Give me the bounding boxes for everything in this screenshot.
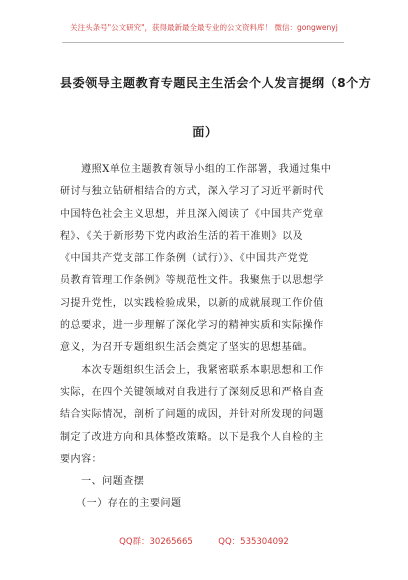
body-line: 意义，为召开专题组织生活会奠定了坚实的思想基础。	[60, 342, 314, 354]
header-divider	[62, 42, 344, 43]
body-line: 习提升党性，以实践检验成果，以新的成就展现工作价值	[60, 297, 324, 309]
section-heading: 一、问题查摆	[60, 476, 145, 488]
body-line: 《中国共产党支部工作条例（试行）》、《中国共产党党	[60, 253, 309, 265]
body-line: 实际，在四个关键领域对自我进行了深刻反思和严格自查	[60, 386, 324, 398]
document-title-line-2: 面）	[192, 125, 218, 139]
body-line: 结合实际情况，剖析了问题的成因，并针对所发现的问题	[60, 409, 324, 421]
body-line: 员教育管理工作条例》等规范性文件。我聚焦于以思想学	[60, 275, 324, 287]
body-line: 的总要求，进一步理解了深化学习的精神实质和实际操作	[60, 320, 324, 332]
body-line: 程》、《关于新形势下党内政治生活的若干准则》以及	[60, 230, 304, 242]
document-body	[60, 159, 350, 516]
body-line: 要内容：	[60, 453, 103, 465]
body-line: 研讨与独立钻研相结合的方式，深入学习了习近平新时代	[60, 186, 324, 198]
body-line: 本次专题组织生活会上，我紧密联系本职思想和工作	[60, 364, 324, 376]
subsection-heading: （一）存在的主要问题	[60, 498, 182, 510]
header-promo-note: 关注头条号"公文研究"，获得最新最全最专业的公文资料库！ 微信：gongwenyj	[70, 23, 338, 32]
body-line: 制定了改进方向和具体整改策略。以下是我个人自检的主	[60, 431, 324, 443]
document-title-line-1: 县委领导主题教育专题民主生活会个人发言提纲（8个方	[60, 76, 372, 90]
body-line: 中国特色社会主义思想，并且深入阅读了《中国共产党章	[60, 208, 324, 220]
body-line: 遵照X单位主题教育领导小组的工作部署，我通过集中	[60, 164, 332, 175]
footer-contact-note: QQ群：30265665 QQ：535304092	[119, 537, 289, 547]
